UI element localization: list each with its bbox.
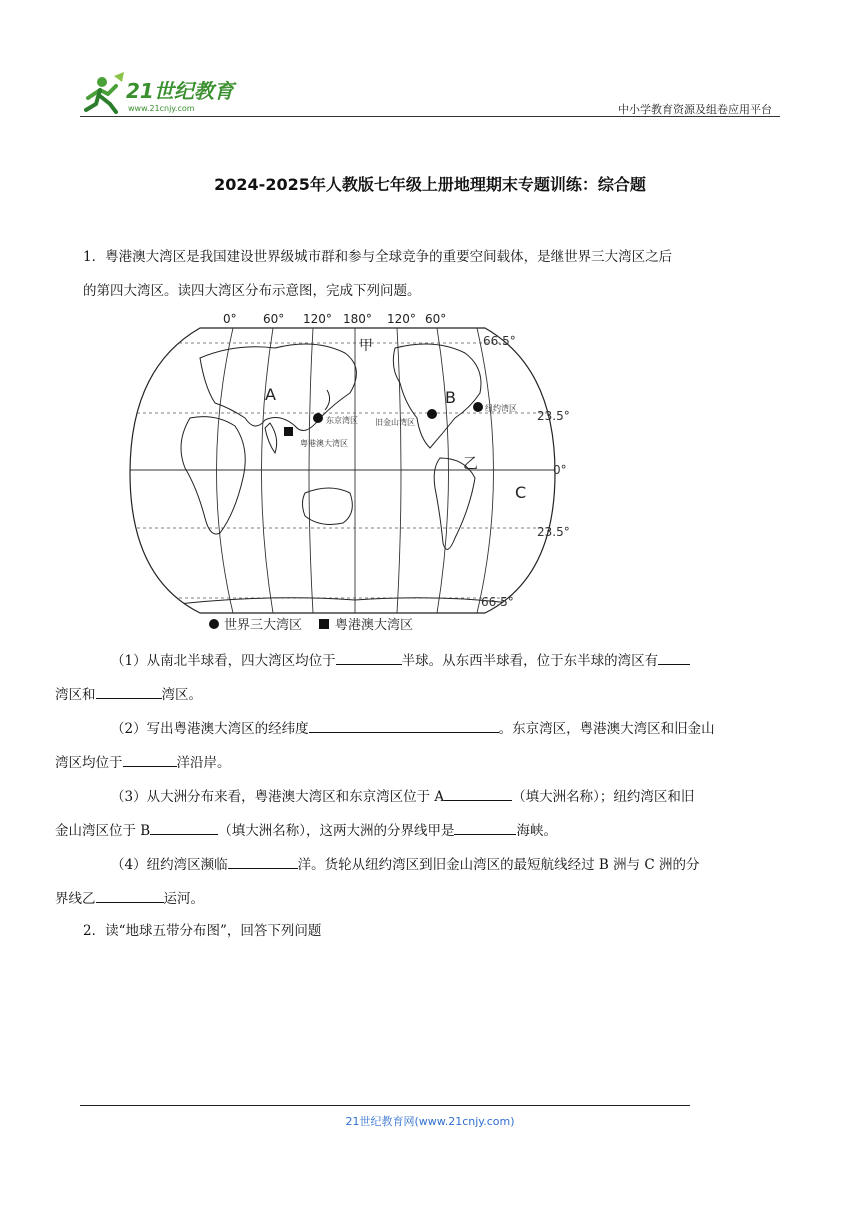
lon-label-5: 60°	[425, 312, 447, 326]
answer-blank[interactable]	[658, 648, 690, 665]
legend-square-label: 粤港澳大湾区	[335, 618, 414, 633]
runner-icon	[86, 72, 124, 112]
q1-intro-line-1: 1．粤港澳大湾区是我国建设世界级城市群和参与全球竞争的重要空间载体，是继世界三大湾区之后	[83, 249, 673, 265]
region-a-label: A	[265, 385, 276, 404]
sq3-text-b: （填大洲名称）；纽约湾区和旧	[512, 789, 695, 805]
map-legend	[209, 617, 413, 633]
strait-jia-label: 甲	[359, 338, 373, 354]
sq1-text-a: （1）从南北半球看，四大湾区均位于	[111, 653, 336, 669]
sq4-text-c: 界线乙	[55, 891, 96, 907]
footer-link[interactable]: 21世纪教育网(www.21cnjy.com)	[345, 1115, 515, 1128]
sq2-text-d: 洋沿岸。	[176, 755, 231, 771]
sq1-text-c: 湾区和	[55, 687, 96, 703]
legend-square-icon	[319, 619, 329, 629]
tokyo-bay-label: 东京湾区	[326, 416, 358, 425]
answer-blank[interactable]	[336, 648, 402, 665]
subquestion-3	[55, 780, 777, 848]
lon-label-4: 120°	[387, 312, 416, 326]
answer-blank[interactable]	[96, 682, 162, 699]
document-title: 2024-2025年人教版七年级上册地理期末专题训练：综合题	[214, 175, 646, 194]
answer-blank[interactable]	[123, 750, 177, 767]
sq4-text-b: 洋。货轮从纽约湾区到旧金山湾区的最短航线经过 B 洲与 C 洲的分	[297, 857, 700, 873]
footer-divider	[80, 1105, 690, 1106]
answer-blank[interactable]	[150, 818, 218, 835]
q1-intro-line-2: 的第四大湾区。读四大湾区分布示意图，完成下列问题。	[83, 283, 421, 299]
answer-blank[interactable]	[309, 716, 499, 733]
legend-dot-icon	[209, 619, 219, 629]
answer-blank[interactable]	[444, 784, 512, 801]
world-bay-areas-map	[105, 308, 595, 638]
region-c-label: C	[515, 483, 527, 502]
logo-sub-text: www.21cnjy.com	[128, 104, 195, 113]
sf-bay-label: 旧金山湾区	[375, 418, 415, 427]
sq1-text-b: 半球。从东西半球看，位于东半球的湾区有	[401, 653, 659, 669]
tokyo-bay-marker	[313, 413, 323, 423]
logo-main-text: 21世纪教育	[126, 79, 234, 103]
lon-label-2: 120°	[303, 312, 332, 326]
canal-yi-label: 乙	[463, 454, 479, 472]
gba-label: 粤港澳大湾区	[300, 439, 348, 448]
question-1-intro	[83, 240, 777, 308]
sq3-text-a: （3）从大洲分布来看，粤港澳大湾区和东京湾区位于 A	[111, 789, 445, 805]
ny-bay-marker	[473, 402, 483, 412]
sq4-text-d: 运河。	[163, 891, 204, 907]
answer-blank[interactable]	[228, 852, 298, 869]
subquestion-2	[55, 712, 777, 780]
site-logo	[80, 68, 250, 118]
question-2: 2．读“地球五带分布图”，回答下列问题	[83, 923, 322, 939]
ny-bay-label: 纽约湾区	[485, 404, 517, 413]
subquestion-4	[55, 848, 777, 916]
region-b-label: B	[445, 388, 456, 407]
sq4-text-a: （4）纽约湾区濒临	[111, 857, 228, 873]
sq3-text-c: 金山湾区位于 B	[55, 823, 151, 839]
answer-blank[interactable]	[96, 886, 164, 903]
answer-blank[interactable]	[454, 818, 516, 835]
gba-marker	[284, 427, 293, 436]
lon-label-0: 0°	[223, 312, 237, 326]
sq2-text-b: 。东京湾区，粤港澳大湾区和旧金山	[498, 721, 715, 737]
sq1-text-d: 湾区。	[161, 687, 202, 703]
header-divider	[80, 116, 780, 117]
sq3-text-d: （填大洲名称），这两大洲的分界线甲是	[218, 823, 455, 839]
lat-label-antarctic: 66.5°	[481, 595, 514, 609]
lat-label-capricorn: 23.5°	[537, 525, 570, 539]
platform-name: 中小学教育资源及组卷应用平台	[618, 103, 772, 116]
lat-label-cancer: 23.5°	[537, 409, 570, 423]
sq2-text-c: 湾区均位于	[55, 755, 123, 771]
sf-bay-marker	[427, 409, 437, 419]
lat-label-equator: 0°	[553, 463, 567, 477]
legend-dot-label: 世界三大湾区	[224, 618, 303, 633]
sq3-text-e: 海峡。	[516, 823, 557, 839]
subquestion-1	[55, 644, 777, 712]
lon-label-1: 60°	[263, 312, 285, 326]
sq2-text-a: （2）写出粤港澳大湾区的经纬度	[111, 721, 309, 737]
lat-label-arctic: 66.5°	[483, 334, 516, 348]
lon-label-3: 180°	[343, 312, 372, 326]
